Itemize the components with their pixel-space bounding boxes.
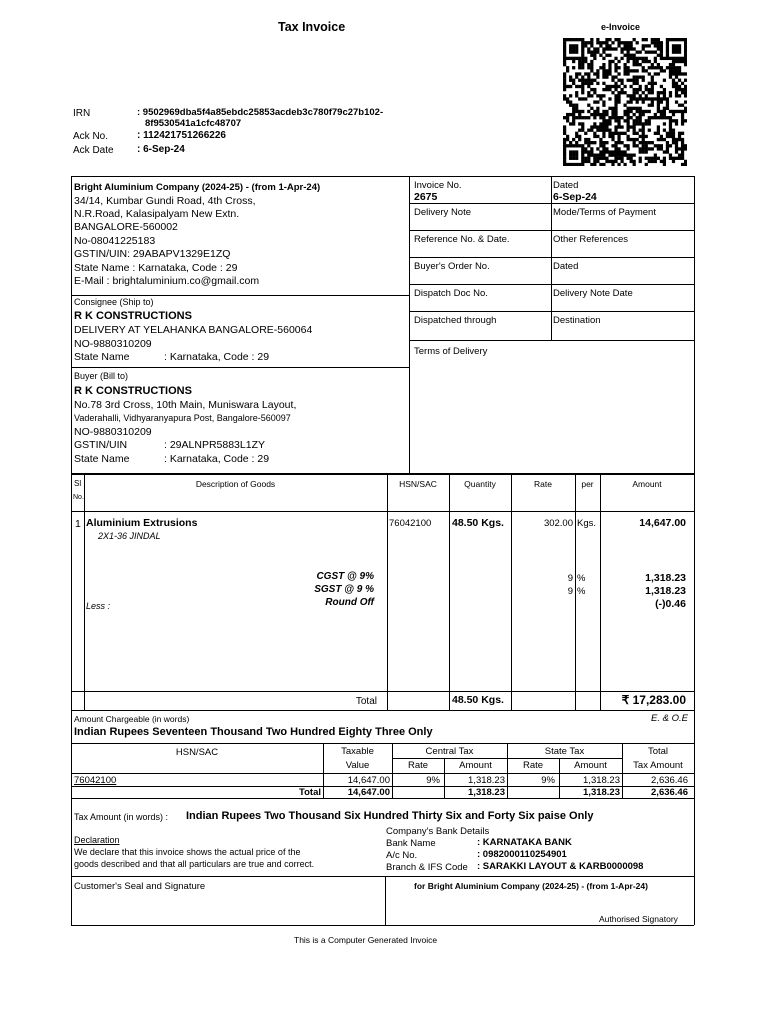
dated-value: 6-Sep-24 [553, 191, 597, 203]
cgst-rate: 9 [567, 573, 573, 584]
dated-label: Dated [553, 180, 579, 191]
tax-total-c-amount: 1,318.23 [468, 787, 505, 798]
sgst-label: SGST @ 9 % [314, 584, 374, 595]
col-quantity: Quantity [464, 479, 496, 489]
col-amount: Amount [632, 479, 662, 489]
bank-heading: Company's Bank Details [386, 826, 490, 837]
seller-phone: No-08041225183 [74, 235, 156, 247]
tax-row-total: 2,636.46 [651, 775, 688, 786]
consignee-heading: Consignee (Ship to) [74, 297, 154, 307]
amount-words-value: Indian Rupees Seventeen Thousand Two Hundred Eighty Three Only [74, 726, 433, 738]
terms-of-delivery-label: Terms of Delivery [414, 346, 488, 357]
tax-col-s-amount: Amount [574, 760, 607, 771]
reference-label: Reference No. & Date. [414, 234, 510, 245]
sgst-amount: 1,318.23 [645, 585, 686, 597]
tax-total-s-amount: 1,318.23 [583, 787, 620, 798]
tax-words-label: Tax Amount (in words) : [74, 812, 169, 822]
item-hsn: 76042100 [389, 518, 432, 529]
tax-col-hsn: HSN/SAC [175, 747, 219, 758]
seller-address-line: 34/14, Kumbar Gundi Road, 4th Cross, [74, 195, 256, 207]
account-no-label: A/c No. [386, 850, 418, 861]
ack-date-label: Ack Date [73, 145, 114, 156]
einvoice-label: e-Invoice [601, 22, 641, 32]
eoe-label: E. & O.E [651, 713, 688, 724]
tax-total-total: 2,636.46 [651, 787, 688, 798]
tax-col-c-rate: Rate [407, 760, 429, 771]
irn-label: IRN [73, 108, 91, 119]
col-sl-no: No. [73, 494, 84, 501]
declaration-text: goods described and that all particulars are true and correct. [74, 859, 315, 869]
mode-terms-label: Mode/Terms of Payment [553, 207, 656, 218]
buyer-heading: Buyer (Bill to) [74, 371, 129, 381]
for-company-label: for Bright Aluminium Company (2024-25) - (from 1-Apr-24) [414, 881, 648, 891]
tax-col-s-rate: Rate [522, 760, 544, 771]
consignee-state-value: : Karnataka, Code : 29 [164, 351, 270, 363]
tax-row-c-amount: 1,318.23 [468, 775, 505, 786]
col-hsn: HSN/SAC [399, 479, 437, 489]
grand-total-amount: ₹ 17,283.00 [621, 693, 686, 707]
col-sl: Sl [74, 479, 82, 488]
cgst-per: % [577, 573, 586, 584]
tax-col-total-2: Tax Amount [633, 760, 683, 771]
item-quantity: 48.50 Kgs. [452, 517, 504, 529]
buyer-gstin-label: GSTIN/UIN [74, 439, 128, 451]
account-no-value: : 0982000110254901 [477, 849, 567, 860]
ack-date-value: : 6-Sep-24 [137, 144, 185, 155]
seller-name: Bright Aluminium Company (2024-25) - (from 1-Apr-24) [74, 182, 321, 193]
consignee-state-label: State Name [74, 351, 130, 363]
tax-col-state: State Tax [544, 746, 585, 757]
other-references-label: Other References [553, 234, 628, 245]
item-rate: 302.00 [543, 518, 573, 529]
tax-row-hsn: 76042100 [74, 775, 117, 786]
buyer-address: Vaderahalli, Vidhyaranyapura Post, Bangalore-560097 [74, 413, 291, 423]
round-off-amount: (-)0.46 [655, 598, 686, 610]
tax-row-s-rate: 9% [541, 775, 555, 786]
tax-col-taxable-1: Taxable [341, 746, 374, 757]
consignee-address: DELIVERY AT YELAHANKA BANGALORE-560064 [74, 324, 313, 336]
bank-name-value: : KARNATAKA BANK [477, 837, 572, 848]
buyer-name: R K CONSTRUCTIONS [74, 385, 192, 397]
irn-value-2: 8f9530541a1cfc48707 [145, 118, 242, 129]
authorised-signatory: Authorised Signatory [599, 914, 678, 924]
invoice-no-value: 2675 [414, 191, 438, 203]
dispatch-doc-label: Dispatch Doc No. [414, 288, 488, 299]
buyer-state-value: : Karnataka, Code : 29 [164, 453, 270, 465]
tax-row-c-rate: 9% [426, 775, 440, 786]
seller-address-line: BANGALORE-560002 [74, 221, 178, 233]
bank-name-label: Bank Name [386, 838, 436, 849]
dispatched-through-label: Dispatched through [414, 315, 497, 326]
round-off-label: Round Off [325, 597, 374, 608]
amount-words-label: Amount Chargeable (in words) [74, 714, 190, 724]
computer-generated-note: This is a Computer Generated Invoice [294, 935, 438, 945]
cgst-label: CGST @ 9% [316, 571, 374, 582]
item-amount: 14,647.00 [639, 517, 686, 529]
item-per: Kgs. [577, 518, 597, 529]
col-description: Description of Goods [195, 479, 276, 489]
customer-seal-label: Customer's Seal and Signature [74, 881, 206, 892]
buyer-gstin-value: : 29ALNPR5883L1ZY [164, 439, 265, 451]
total-quantity: 48.50 Kgs. [452, 694, 504, 706]
sgst-rate: 9 [567, 586, 573, 597]
tax-col-taxable-2: Value [345, 760, 370, 771]
order-dated-label: Dated [553, 261, 579, 272]
seller-state: State Name : Karnataka, Code : 29 [74, 262, 238, 274]
seller-email: E-Mail : brightaluminium.co@gmail.com [74, 275, 260, 287]
delivery-note-date-label: Delivery Note Date [553, 288, 633, 299]
ack-no-label: Ack No. [73, 131, 109, 142]
delivery-note-label: Delivery Note [414, 207, 472, 218]
tax-total-taxable: 14,647.00 [347, 787, 390, 798]
sgst-per: % [577, 586, 586, 597]
consignee-name: R K CONSTRUCTIONS [74, 310, 192, 322]
buyer-address: No.78 3rd Cross, 10th Main, Muniswara Layout, [74, 399, 297, 411]
cgst-amount: 1,318.23 [645, 572, 686, 584]
ack-no-value: : 112421751266226 [137, 130, 226, 141]
irn-value-1: : 9502969dba5f4a85ebdc25853acdeb3c780f79c27b102- [137, 107, 384, 118]
tax-col-total-1: Total [647, 746, 669, 757]
item-name: Aluminium Extrusions [86, 517, 198, 529]
tax-col-central: Central Tax [425, 746, 474, 757]
tax-row-taxable: 14,647.00 [347, 775, 390, 786]
col-per: per [581, 479, 594, 489]
buyers-order-label: Buyer's Order No. [414, 261, 490, 272]
seller-address-line: N.R.Road, Kalasipalyam New Extn. [74, 208, 240, 220]
tax-col-c-amount: Amount [459, 760, 492, 771]
qr-code-image [563, 38, 687, 166]
invoice-title: Tax Invoice [278, 20, 346, 34]
tax-words-value: Indian Rupees Two Thousand Six Hundred Thirty Six and Forty Six paise Only [186, 810, 594, 822]
seller-gstin: GSTIN/UIN: 29ABAPV1329E1ZQ [74, 248, 231, 260]
declaration-text: We declare that this invoice shows the actual price of the [74, 847, 301, 857]
consignee-phone: NO-9880310209 [74, 338, 152, 350]
buyer-phone: NO-9880310209 [74, 426, 152, 438]
tax-row-s-amount: 1,318.23 [583, 775, 620, 786]
item-sub: 2X1-36 JINDAL [98, 531, 161, 541]
buyer-state-label: State Name [74, 453, 130, 465]
declaration-heading: Declaration [74, 835, 120, 845]
destination-label: Destination [553, 315, 601, 326]
invoice-no-label: Invoice No. [414, 180, 462, 191]
item-sl: 1 [75, 518, 81, 530]
col-rate: Rate [534, 479, 552, 489]
branch-ifs-label: Branch & IFS Code [386, 862, 468, 873]
less-label: Less : [86, 601, 111, 611]
total-label: Total [355, 696, 377, 707]
tax-total-label: Total [299, 787, 321, 798]
branch-ifs-value: : SARAKKI LAYOUT & KARB0000098 [477, 861, 644, 872]
